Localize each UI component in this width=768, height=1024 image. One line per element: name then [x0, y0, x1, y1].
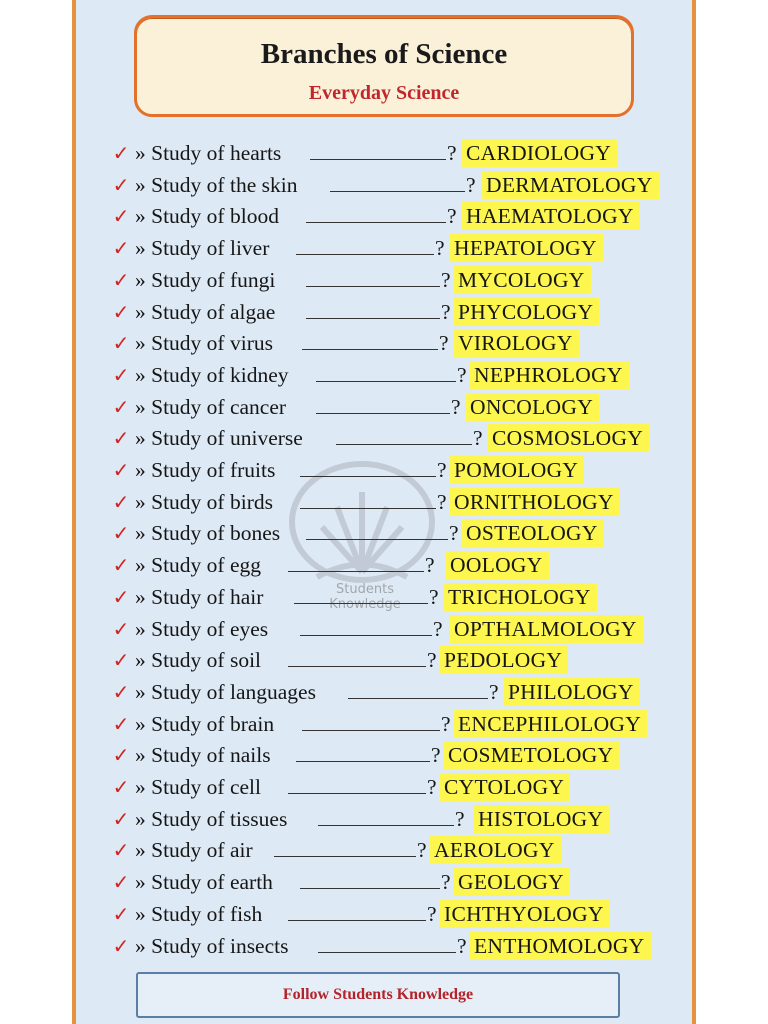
question-mark: ? — [417, 838, 427, 863]
checkmark-icon: ✓ — [112, 870, 130, 895]
answer-blank-line — [288, 920, 426, 921]
list-item — [110, 455, 690, 485]
list-item — [110, 645, 690, 675]
topic-text: » Study of languages — [135, 679, 316, 704]
list-item — [110, 233, 690, 263]
answer-blank-line — [306, 286, 440, 287]
answer-highlight: PHILOLOGY — [504, 678, 640, 706]
answer-highlight: CARDIOLOGY — [462, 139, 617, 167]
checkmark-icon: ✓ — [112, 141, 130, 165]
checkmark-icon: ✓ — [112, 743, 130, 768]
footer-text: Follow Students Knowledge — [282, 986, 474, 1003]
checkmark-icon: ✓ — [112, 616, 130, 641]
topic-text: » Study of fruits — [135, 458, 276, 482]
list-item — [110, 328, 690, 358]
list-item — [110, 709, 690, 739]
answer-blank-line — [296, 254, 434, 255]
answer-highlight: OPTHALMOLOGY — [450, 615, 643, 643]
list-item — [110, 772, 690, 802]
question-mark: ? — [457, 933, 467, 958]
question-mark: ? — [447, 204, 457, 229]
answer-blank-line — [306, 222, 446, 223]
topic-text: » Study of cancer — [135, 394, 287, 419]
answer-blank-line — [302, 349, 438, 350]
question-mark: ? — [457, 362, 467, 387]
page-title: Branches of Science — [260, 38, 508, 70]
answer-blank-line — [348, 698, 488, 699]
answer-highlight: CYTOLOGY — [440, 773, 570, 801]
list-item — [110, 931, 690, 961]
topic-text: » Study of cell — [135, 775, 261, 799]
answer-blank-line — [336, 444, 472, 445]
answer-highlight: TRICHOLOGY — [444, 583, 597, 611]
question-mark: ? — [441, 267, 451, 292]
question-mark: ? — [439, 331, 449, 356]
topic-text: » Study of egg — [135, 553, 262, 578]
watermark-text: Students Knowledge — [329, 582, 401, 612]
checkmark-icon: ✓ — [112, 711, 130, 736]
topic-text: » Study of kidney — [135, 362, 289, 387]
checkmark-icon: ✓ — [112, 331, 130, 356]
title-banner — [134, 15, 634, 117]
answer-blank-line — [306, 539, 448, 540]
answer-highlight: ICHTHYOLOGY — [440, 900, 610, 928]
answer-highlight: AEROLOGY — [430, 836, 561, 864]
list-item — [110, 740, 690, 770]
answer-blank-line — [302, 730, 440, 731]
topic-text: » Study of liver — [135, 236, 270, 261]
list-item — [110, 423, 690, 453]
answer-blank-line — [300, 635, 432, 636]
question-mark: ? — [431, 743, 441, 768]
list-item — [110, 550, 690, 580]
answer-highlight: GEOLOGY — [454, 868, 570, 896]
answer-blank-line — [300, 476, 436, 477]
answer-highlight: HISTOLOGY — [474, 805, 609, 833]
answer-blank-line — [310, 159, 446, 160]
topic-text: » Study of tissues — [135, 806, 288, 831]
question-mark: ? — [427, 901, 437, 926]
topic-text: » Study of eyes — [135, 616, 269, 641]
answer-blank-line — [306, 318, 440, 319]
topic-text: » Study of bones — [135, 521, 281, 546]
answer-highlight: OSTEOLOGY — [462, 519, 604, 547]
answer-highlight: ONCOLOGY — [466, 393, 599, 421]
topic-text: » Study of birds — [135, 489, 273, 514]
answer-blank-line — [274, 856, 416, 857]
answer-blank-line — [296, 761, 430, 762]
answer-highlight: ORNITHOLOGY — [450, 488, 620, 516]
question-mark: ? — [447, 141, 457, 165]
checkmark-icon: ✓ — [112, 172, 130, 197]
checkmark-icon: ✓ — [112, 933, 130, 958]
answer-highlight: COSMETOLOGY — [444, 741, 619, 769]
answer-blank-line — [318, 952, 456, 953]
list-item — [110, 392, 690, 422]
answer-highlight: DERMATOLOGY — [482, 171, 659, 199]
checkmark-icon: ✓ — [112, 204, 130, 229]
answer-highlight: ENTHOMOLOGY — [470, 932, 651, 960]
question-mark: ? — [466, 172, 476, 197]
list-item — [110, 170, 690, 200]
list-item — [110, 899, 690, 929]
answer-blank-line — [330, 191, 465, 192]
checkmark-icon: ✓ — [112, 489, 130, 514]
answer-blank-line — [288, 666, 426, 667]
checkmark-icon: ✓ — [112, 901, 130, 926]
checkmark-icon: ✓ — [112, 584, 130, 609]
list-item — [110, 582, 690, 612]
topic-text: » Study of insects — [135, 933, 289, 958]
question-mark: ? — [427, 648, 437, 673]
topic-text: » Study of air — [135, 838, 253, 863]
topic-text: » Study of hearts — [135, 141, 282, 165]
question-mark: ? — [437, 489, 447, 514]
answer-highlight: VIROLOGY — [454, 329, 579, 357]
answer-blank-line — [288, 793, 426, 794]
list-item — [110, 804, 690, 834]
checkmark-icon: ✓ — [112, 775, 130, 799]
list-item — [110, 487, 690, 517]
topic-text: » Study of soil — [135, 648, 262, 673]
answer-highlight: OOLOGY — [446, 551, 549, 579]
list-item — [110, 518, 690, 548]
answer-blank-line — [318, 825, 454, 826]
answer-blank-line — [316, 413, 450, 414]
list-item — [110, 201, 690, 231]
question-mark: ? — [449, 521, 459, 546]
answer-blank-line — [300, 508, 436, 509]
question-mark: ? — [473, 426, 483, 451]
answer-highlight: HEPATOLOGY — [450, 234, 603, 262]
topic-text: » Study of blood — [135, 204, 279, 229]
question-mark: ? — [425, 553, 435, 578]
list-item — [110, 360, 690, 390]
checkmark-icon: ✓ — [112, 394, 130, 419]
checkmark-icon: ✓ — [112, 236, 130, 261]
question-mark: ? — [441, 870, 451, 895]
list-item — [110, 835, 690, 865]
checkmark-icon: ✓ — [112, 458, 130, 482]
topic-text: » Study of algae — [135, 299, 276, 324]
question-mark: ? — [433, 616, 443, 641]
answer-highlight: PEDOLOGY — [440, 646, 568, 674]
answer-blank-line — [300, 888, 440, 889]
footer-banner — [136, 972, 620, 1018]
checkmark-icon: ✓ — [112, 267, 130, 292]
question-mark: ? — [489, 679, 499, 704]
question-mark: ? — [429, 584, 439, 609]
list-item — [110, 265, 690, 295]
topic-text: » Study of the skin — [135, 172, 298, 197]
list-item — [110, 138, 690, 168]
answer-highlight: NEPHROLOGY — [470, 361, 629, 389]
checkmark-icon: ✓ — [112, 648, 130, 673]
answer-blank-line — [288, 571, 424, 572]
question-mark: ? — [437, 458, 447, 482]
question-mark: ? — [435, 236, 445, 261]
checkmark-icon: ✓ — [112, 362, 130, 387]
question-mark: ? — [441, 711, 451, 736]
answer-blank-line — [294, 603, 428, 604]
checkmark-icon: ✓ — [112, 299, 130, 324]
topic-text: » Study of fungi — [135, 267, 276, 292]
question-mark: ? — [427, 775, 437, 799]
list-item — [110, 867, 690, 897]
list-item — [110, 677, 690, 707]
checkmark-icon: ✓ — [112, 679, 130, 704]
topic-text: » Study of virus — [135, 331, 273, 356]
topic-text: » Study of earth — [135, 870, 273, 895]
page-subtitle: Everyday Science — [308, 82, 460, 104]
topic-text: » Study of nails — [135, 743, 271, 768]
topic-text: » Study of brain — [135, 711, 275, 736]
answer-highlight: HAEMATOLOGY — [462, 202, 640, 230]
checkmark-icon: ✓ — [112, 806, 130, 831]
answer-blank-line — [316, 381, 456, 382]
answer-highlight: ENCEPHILOLOGY — [454, 710, 647, 738]
checkmark-icon: ✓ — [112, 521, 130, 546]
answer-highlight: MYCOLOGY — [454, 266, 591, 294]
answer-highlight: POMOLOGY — [450, 456, 584, 484]
question-mark: ? — [441, 299, 451, 324]
answer-highlight: COSMOSLOGY — [488, 424, 649, 452]
list-item — [110, 614, 690, 644]
checkmark-icon: ✓ — [112, 553, 130, 578]
checkmark-icon: ✓ — [112, 426, 130, 451]
topic-text: » Study of hair — [135, 584, 264, 609]
topic-text: » Study of universe — [135, 426, 303, 451]
checkmark-icon: ✓ — [112, 838, 130, 863]
question-mark: ? — [451, 394, 461, 419]
list-item — [110, 297, 690, 327]
answer-highlight: PHYCOLOGY — [454, 298, 599, 326]
topic-text: » Study of fish — [135, 901, 263, 926]
question-mark: ? — [455, 806, 465, 831]
